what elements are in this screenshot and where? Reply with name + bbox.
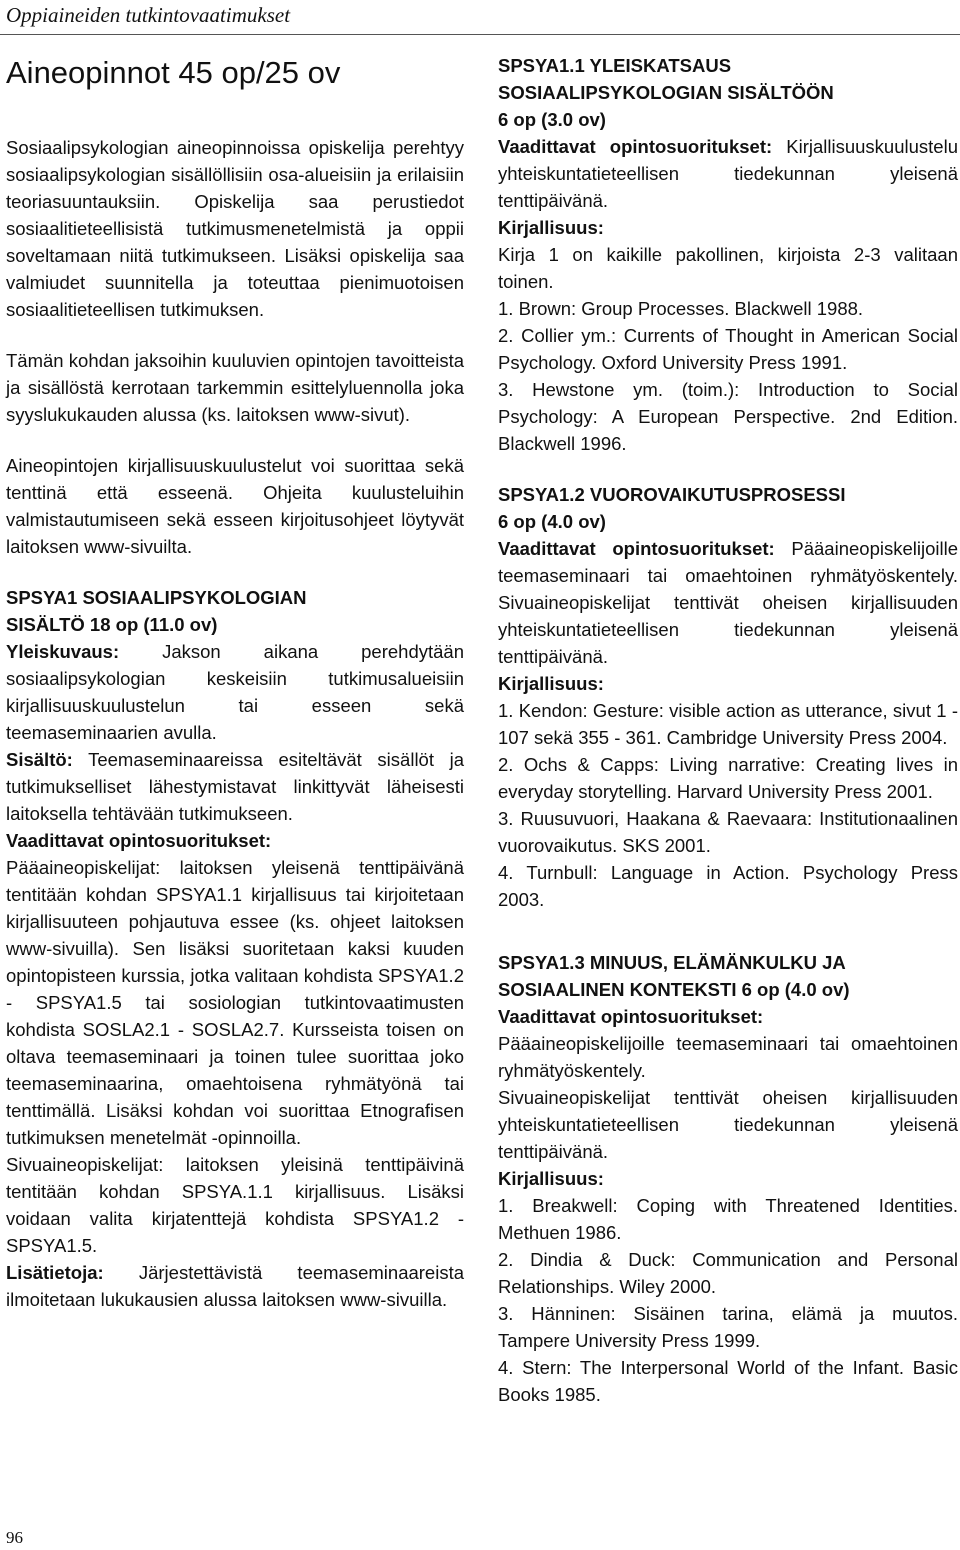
section-2-heading-line-2: 6 op (4.0 ov)	[498, 511, 606, 532]
section-3-lit-item: 2. Dindia & Duck: Communication and Personal Relationships. Wiley 2000.	[498, 1249, 958, 1297]
section-1-lit-label: Kirjallisuus:	[498, 217, 604, 238]
section-3-req-text-1: Pääaineopiskelijoille teemaseminaari tai omaehtoinen ryhmätyöskentely.	[498, 1033, 958, 1081]
overview-text: Jakson aikana perehdytään sosiaalipsykologian keskeisiin tutkimusalueisiin kirjallisuuskuulustelun tai esseen sekä teemaseminaarien avulla.	[6, 641, 465, 743]
left-column	[6, 52, 464, 1313]
section-1-lit-intro: Kirja 1 on kaikille pakollinen, kirjoista 2-3 valitaan toinen.	[498, 244, 958, 292]
requirements-label: Vaadittavat opintosuoritukset:	[6, 830, 272, 851]
running-head: Oppiaineiden tutkintovaatimukset	[6, 3, 291, 27]
section-1-heading-line-3: 6 op (3.0 ov)	[498, 109, 606, 130]
content-text: Teemaseminaareissa esiteltävät sisällöt ja tutkimukselliset lähestymistavat linkittyvät läheisesti laitoksella tehtävään tutkimukseen.	[6, 749, 464, 824]
section-2-heading-line-1: SPSYA1.2 VUOROVAIKUTUSPROSESSI	[498, 484, 846, 505]
section-2-lit-item: 3. Ruusuvuori, Haakana & Raevaara: Institutionaalinen vuorovaikutus. SKS 2001.	[498, 808, 958, 856]
section-2-lit-item: 2. Ochs & Capps: Living narrative: Creating lives in everyday storytelling. Harvard University Press 2001.	[498, 754, 958, 802]
requirements-major: Pääaineopiskelijat: laitoksen yleisenä tenttipäivänä tentitään kohdan SPSYA1.1 kirjallisuus tai kirjoitetaan kirjallisuuteen pohjautuva essee (ks. ohjeet laitoksen www-sivuilla). Sen lisäksi suoritetaan kaksi kuuden opintopisteen kurssia, jotka valitaan kohdista SPSYA1.2 - SPSYA1.5 tai sosiologian tutkintovaatimusten kohdista SOSLA2.1 - SOSLA2.7. Kursseista toisen on oltava teemaseminaari ja toinen tulee suorittaa joko teemaseminaarina, omaehtoisena ryhmätyönä tai tenttimällä. Lisäksi kohdan voi suorittaa Etnografisen tutkimuksen menetelmät -opinnoilla.	[6, 857, 464, 1148]
section-2-requirements	[498, 535, 958, 670]
page-number: 96	[6, 1528, 23, 1547]
intro-paragraph-3: Aineopintojen kirjallisuuskuulustelut voi suorittaa sekä tenttinä että esseenä. Ohjeita kuulusteluihin valmistautumiseen sekä esseen kirjoitusohjeet löytyvät laitoksen www-sivuilta.	[6, 455, 464, 557]
extra-info-text: Järjestettävistä teemaseminaareista ilmoitetaan lukukausien alussa laitoksen www-sivuilla.	[6, 1262, 465, 1310]
course-heading-line-1: SPSYA1 SOSIAALIPSYKOLOGIAN	[6, 587, 307, 608]
overview-paragraph	[6, 638, 464, 746]
page-title: Aineopinnot 45 op/25 ov	[6, 55, 341, 90]
section-1-lit-item: 2. Collier ym.: Currents of Thought in American Social Psychology. Oxford University Press 1991.	[498, 325, 958, 373]
section-3-lit-label: Kirjallisuus:	[498, 1168, 604, 1189]
section-3-heading-line-2: SOSIAALINEN KONTEKSTI 6 op (4.0 ov)	[498, 979, 850, 1000]
section-3-req-text-2: Sivuaineopiskelijat tenttivät oheisen kirjallisuuden yhteiskuntatieteellisen tiedekunnan yleisenä tenttipäivänä.	[498, 1087, 958, 1162]
course-heading-line-2: SISÄLTÖ 18 op (11.0 ov)	[6, 614, 218, 635]
intro-paragraph-2: Tämän kohdan jaksoihin kuuluvien opintojen tavoitteista ja sisällöstä kerrotaan tarkemmin esittelyluennolla joka syyslukukauden alussa (ks. laitoksen www-sivut).	[6, 350, 464, 425]
content-label: Sisältö:	[6, 749, 73, 770]
overview-label: Yleiskuvaus:	[6, 641, 120, 662]
right-column	[498, 52, 958, 1408]
section-2-lit-item: 1. Kendon: Gesture: visible action as utterance, sivut 1 - 107 sekä 355 - 361. Cambridge University Press 2004.	[498, 700, 958, 748]
section-1-req-text: Kirjallisuuskuulustelu yhteiskuntatieteellisen tiedekunnan yleisenä tenttipäivänä.	[498, 136, 958, 211]
extra-info-label: Lisätietoja:	[6, 1262, 104, 1283]
intro-paragraph-1: Sosiaalipsykologian aineopinnoissa opiskelija perehtyy sosiaalipsykologian sisällöllisiin osa-alueisiin ja erilaisiin teoriasuuntauksiin. Opiskelija saa perustiedot sosiaalitieteellisistä tutkimusmenetelmistä ja oppii soveltamaan niitä tutkimukseen. Lisäksi opiskelija saa valmiudet suunnitella ja toteuttaa pienimuotoisen sosiaalitieteellisen tutkimuksen.	[6, 137, 464, 320]
requirements-minor: Sivuaineopiskelijat: laitoksen yleisinä tenttipäivinä tentitään kohdan SPSYA.1.1 kirjallisuus. Lisäksi voidaan valita kirjatenttejä kohdista SPSYA1.2 - SPSYA1.5.	[6, 1154, 464, 1256]
section-1-requirements	[498, 133, 958, 214]
section-2-req-label: Vaadittavat opintosuoritukset:	[498, 538, 775, 559]
section-3-lit-item: 3. Hänninen: Sisäinen tarina, elämä ja muutos. Tampere University Press 1999.	[498, 1303, 958, 1351]
section-1-lit-item: 3. Hewstone ym. (toim.): Introduction to Social Psychology: A European Perspective. 2nd Edition. Blackwell 1996.	[498, 379, 958, 454]
section-3-req-label: Vaadittavat opintosuoritukset:	[498, 1006, 764, 1027]
section-2-lit-item: 4. Turnbull: Language in Action. Psychology Press 2003.	[498, 862, 958, 910]
section-2-req-text: Pääaineopiskelijoille teemaseminaari tai omaehtoinen ryhmätyöskentely. Sivuaineopiskelijat tenttivät oheisen kirjallisuuden yhteiskuntatieteellisen tiedekunnan yleisenä tenttipäivänä.	[498, 538, 958, 667]
section-3-lit-item: 1. Breakwell: Coping with Threatened Identities. Methuen 1986.	[498, 1195, 958, 1243]
section-1-heading-line-2: SOSIAALIPSYKOLOGIAN SISÄLTÖÖN	[498, 82, 834, 103]
extra-info-paragraph	[6, 1259, 464, 1313]
section-1-lit-item: 1. Brown: Group Processes. Blackwell 1988.	[498, 298, 864, 319]
section-1-req-label: Vaadittavat opintosuoritukset:	[498, 136, 773, 157]
section-1-heading-line-1: SPSYA1.1 YLEISKATSAUS	[498, 55, 732, 76]
content-paragraph	[6, 746, 464, 827]
header-rule	[0, 34, 960, 35]
section-3-heading-line-1: SPSYA1.3 MINUUS, ELÄMÄNKULKU JA	[498, 952, 846, 973]
section-3-lit-item: 4. Stern: The Interpersonal World of the Infant. Basic Books 1985.	[498, 1357, 958, 1405]
section-2-lit-label: Kirjallisuus:	[498, 673, 604, 694]
